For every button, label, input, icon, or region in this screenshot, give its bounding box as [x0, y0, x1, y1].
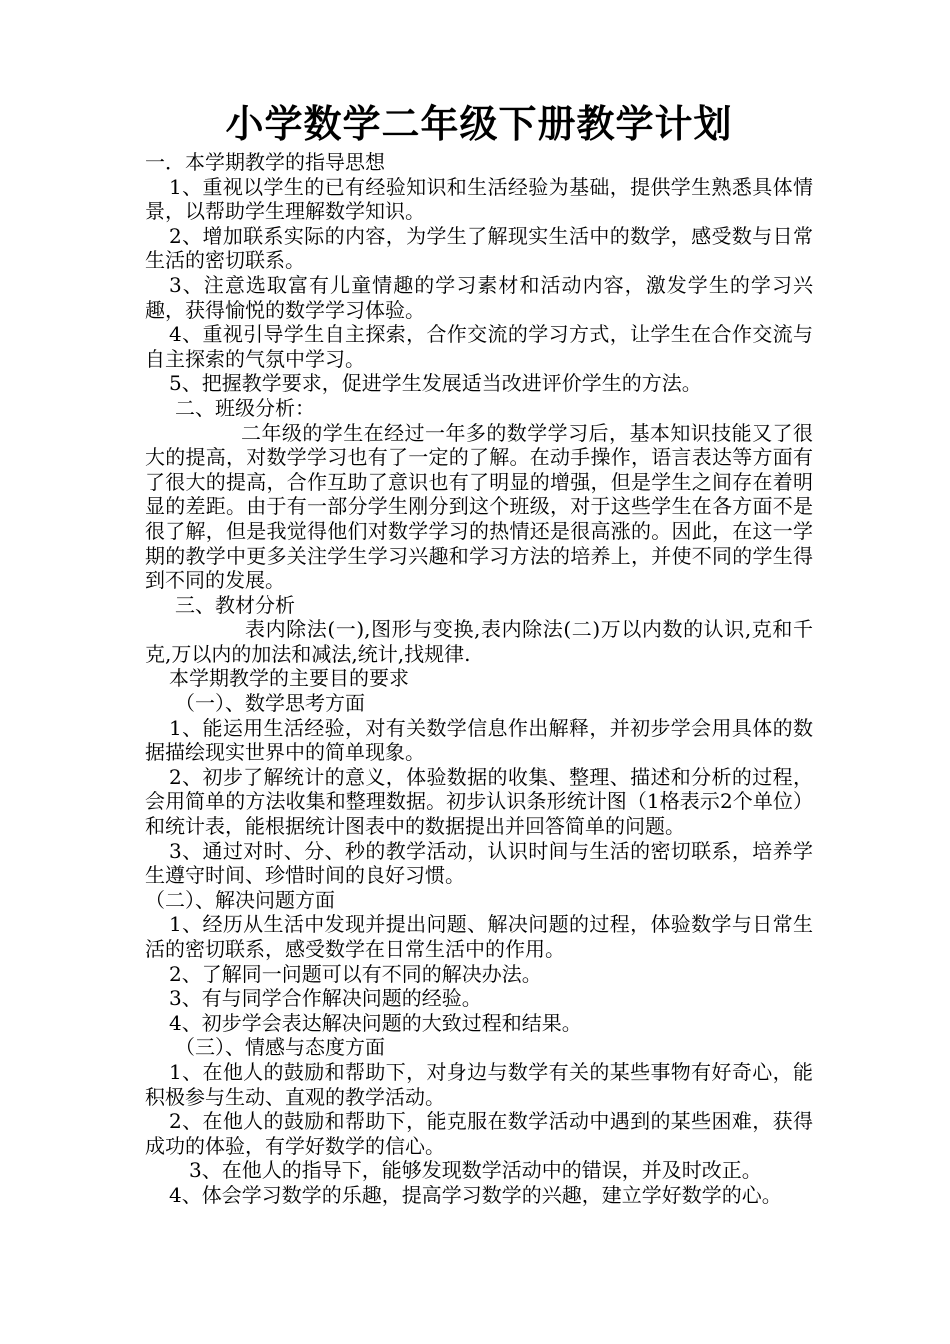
paragraph: 2、了解同一问题可以有不同的解决办法。 — [169, 961, 542, 986]
paragraph: 三、教材分析 — [175, 592, 295, 617]
paragraph: 2、在他人的鼓励和帮助下，能克服在数学活动中遇到的某些困难，获得成功的体验，有学好数学的信心。 — [145, 1109, 813, 1158]
paragraph: 1、经历从生活中发现并提出问题、解决问题的过程，体验数学与日常生活的密切联系，感受数学在日常生活中的作用。 — [145, 912, 813, 961]
paragraph: 4、体会学习数学的乐趣，提高学习数学的兴趣，建立学好数学的心。 — [169, 1182, 782, 1207]
paragraph: 2、增加联系实际的内容，为学生了解现实生活中的数学，感受数与日常生活的密切联系。 — [145, 223, 813, 273]
paragraph: （三）、情感与态度方面 — [175, 1035, 385, 1060]
paragraph: 3、通过对时、分、秒的教学活动，认识时间与生活的密切联系，培养学生遵守时间、珍惜时间的良好习惯。 — [145, 838, 813, 888]
paragraph: （一）、数学思考方面 — [175, 691, 365, 716]
paragraph: 4、初步学会表达解决问题的大致过程和结果。 — [169, 1010, 582, 1035]
paragraph: 2、初步了解统计的意义，体验数据的收集、整理、描述和分析的过程，会用简单的方法收集和整理数据。初步认识条形统计图（1格表示2个单位）和统计表，能根据统计图表中的数据提出并回答简单的问题。 — [145, 764, 813, 839]
paragraph: （二）、解决问题方面 — [145, 887, 335, 912]
paragraph: 5、把握教学要求，促进学生发展适当改进评价学生的方法。 — [169, 371, 702, 396]
paragraph: 1、能运用生活经验，对有关数学信息作出解释，并初步学会用具体的数据描绘现实世界中的简单现象。 — [145, 715, 813, 765]
document-page — [145, 100, 813, 1208]
paragraph: 一．本学期教学的指导思想 — [145, 150, 385, 174]
paragraph: 表内除法(一),图形与变换,表内除法(二)万以内数的认识,克和千克,万以内的加法和减法,统计,找规律. — [145, 617, 813, 666]
paragraph: 1、在他人的鼓励和帮助下，对身边与数学有关的某些事物有好奇心，能积极参与生动、直观的教学活动。 — [145, 1059, 813, 1109]
paragraph: 二年级的学生在经过一年多的数学学习后，基本知识技能又了很大的提高，对数学学习也有了一定的了解。在动手操作，语言表达等方面有了很大的提高，合作互助了意识也有了明显的增强，但是学生之间存在着明显的差距。由于有一部分学生刚分到这个班级，对于这些学生在各方面不是很了解，但是我觉得他们对数学学习的热情还是很高涨的。因此，在这一学期的教学中更多关注学生学习兴趣和学习方法的培养上，并使不同的学生得到不同的发展。 — [145, 420, 813, 593]
paragraph: 4、重视引导学生自主探索，合作交流的学习方式，让学生在合作交流与自主探索的气氛中学习。 — [145, 322, 813, 371]
paragraph: 3、有与同学合作解决问题的经验。 — [169, 986, 482, 1011]
paragraph: 二、班级分析： — [175, 395, 315, 420]
paragraph: 本学期教学的主要目的要求 — [169, 666, 409, 691]
paragraph: 3、注意选取富有儿童情趣的学习素材和活动内容，激发学生的学习兴趣，获得愉悦的数学学习体验。 — [145, 272, 813, 322]
paragraph: 3、在他人的指导下，能够发现数学活动中的错误，并及时改正。 — [189, 1158, 762, 1183]
document-body — [145, 150, 813, 1208]
paragraph: 1、重视以学生的已有经验知识和生活经验为基础，提供学生熟悉具体情景，以帮助学生理解数学知识。 — [145, 174, 813, 224]
document-title: 小学数学二年级下册教学计划 — [225, 102, 733, 146]
